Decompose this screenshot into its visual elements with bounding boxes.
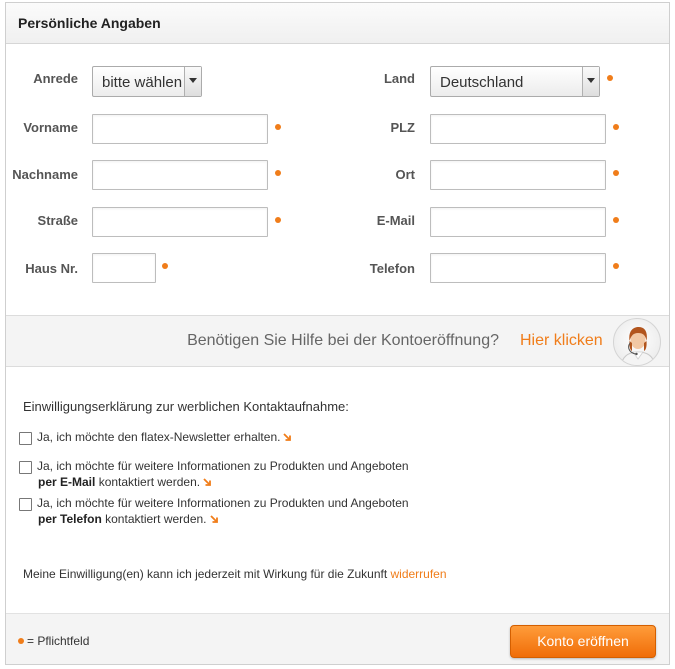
hausnr-label: Haus Nr. — [25, 261, 78, 276]
required-legend — [18, 634, 89, 648]
plz-input[interactable] — [430, 114, 606, 144]
email-contact-bold: per E-Mail — [38, 475, 96, 489]
newsletter-option-label — [37, 429, 292, 445]
phone-contact-option-label — [37, 495, 457, 527]
required-dot-icon — [613, 217, 619, 223]
anrede-select[interactable] — [92, 66, 202, 97]
land-label: Land — [383, 71, 415, 86]
nachname-label: Nachname — [12, 167, 78, 182]
newsletter-checkbox[interactable] — [19, 432, 32, 445]
required-dot-icon — [162, 263, 168, 269]
form-footer — [6, 613, 669, 664]
land-value: Deutschland — [440, 74, 524, 91]
required-dot-icon — [607, 75, 613, 81]
required-dot-icon — [613, 170, 619, 176]
required-legend-text: = Pflichtfeld — [27, 634, 90, 648]
anrede-value: bitte wählen — [102, 74, 183, 91]
telefon-label: Telefon — [369, 261, 415, 276]
required-dot-icon — [18, 638, 24, 644]
email-label: E-Mail — [376, 213, 415, 228]
chevron-down-icon — [184, 67, 201, 96]
telefon-input[interactable] — [430, 253, 606, 283]
consent-title: Einwilligungserklärung zur werblichen Kontaktaufnahme: — [23, 399, 349, 414]
phone-contact-rest: kontaktiert werden. — [101, 512, 207, 526]
personal-data-panel — [5, 2, 670, 665]
email-contact-rest: kontaktiert werden. — [95, 475, 201, 489]
anrede-label: Anrede — [33, 71, 78, 86]
arrow-down-right-icon[interactable] — [283, 433, 292, 442]
required-dot-icon — [275, 170, 281, 176]
vorname-input[interactable] — [92, 114, 268, 144]
required-dot-icon — [275, 124, 281, 130]
required-dot-icon — [613, 263, 619, 269]
arrow-down-right-icon[interactable] — [203, 478, 212, 487]
ort-label: Ort — [395, 167, 415, 182]
required-dot-icon — [275, 217, 281, 223]
strasse-label: Straße — [37, 213, 78, 228]
email-contact-checkbox[interactable] — [19, 461, 32, 474]
land-select[interactable] — [430, 66, 600, 97]
chevron-down-icon — [582, 67, 599, 96]
vorname-label: Vorname — [23, 120, 78, 135]
help-question: Benötigen Sie Hilfe bei der Kontoeröffnung? — [187, 332, 499, 349]
nachname-input[interactable] — [92, 160, 268, 190]
support-agent-icon[interactable] — [613, 318, 661, 366]
arrow-down-right-icon[interactable] — [210, 515, 219, 524]
phone-contact-option-text: Ja, ich möchte für weitere Informationen zu Produkten und Angeboten — [37, 496, 409, 510]
phone-contact-bold: per Telefon — [38, 512, 102, 526]
revoke-link[interactable]: widerrufen — [390, 567, 447, 581]
revoke-notice — [23, 567, 447, 581]
plz-label: PLZ — [390, 120, 415, 135]
email-input[interactable] — [430, 207, 606, 237]
email-contact-option-label — [37, 458, 457, 490]
ort-input[interactable] — [430, 160, 606, 190]
open-account-button[interactable]: Konto eröffnen — [510, 625, 656, 658]
help-link[interactable]: Hier klicken — [520, 332, 603, 349]
help-bar — [6, 315, 669, 367]
section-title: Persönliche Angaben — [18, 15, 161, 31]
newsletter-option-text: Ja, ich möchte den flatex-Newsletter erhalten. — [37, 430, 281, 444]
email-contact-option-text: Ja, ich möchte für weitere Informationen zu Produkten und Angeboten — [37, 459, 409, 473]
strasse-input[interactable] — [92, 207, 268, 237]
panel-header — [6, 3, 669, 44]
phone-contact-checkbox[interactable] — [19, 498, 32, 511]
hausnr-input[interactable] — [92, 253, 156, 283]
revoke-text: Meine Einwilligung(en) kann ich jederzeit mit Wirkung für die Zukunft — [23, 567, 391, 581]
required-dot-icon — [613, 124, 619, 130]
